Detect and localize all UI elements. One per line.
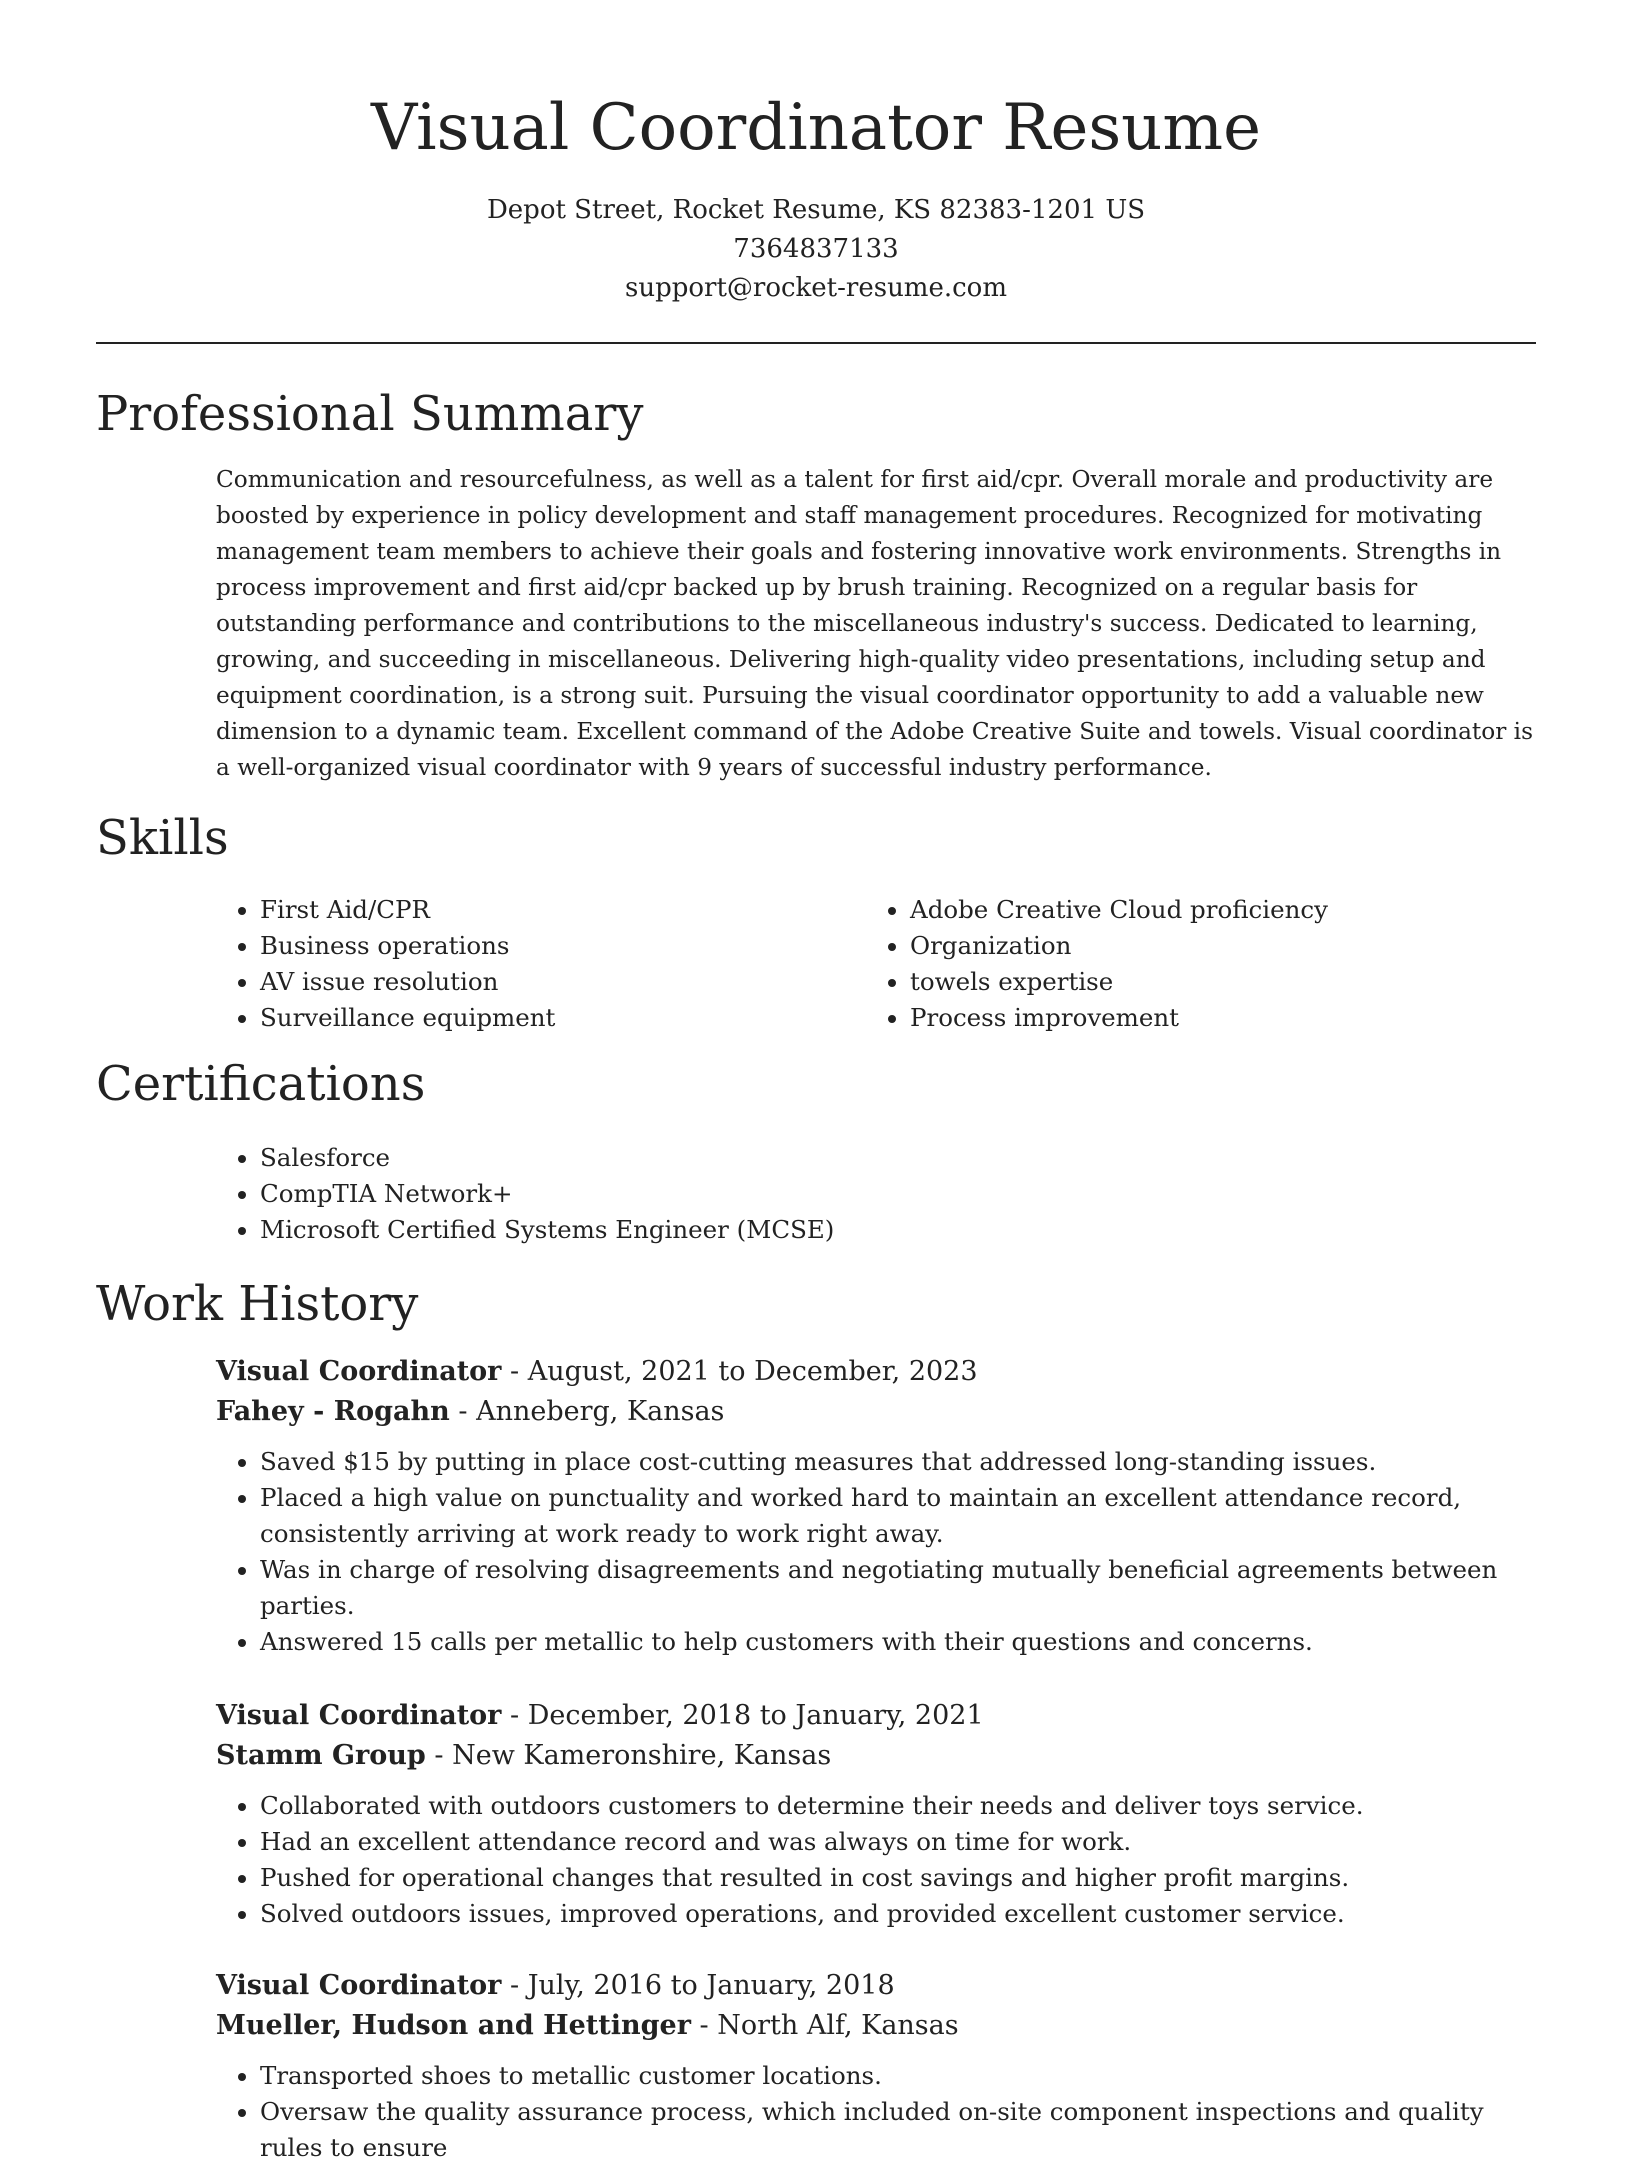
job-title-line bbox=[216, 1966, 1536, 2006]
job-bullet: • Placed a high value on punctuality and worked hard to maintain an excellent attendance record, consistently arriving at work ready to work right away. bbox=[260, 1480, 1536, 1552]
job-company-line bbox=[216, 1736, 1536, 1776]
job-title-line bbox=[216, 1352, 1536, 1392]
work-history-heading: Work History bbox=[96, 1276, 419, 1332]
job-bullets bbox=[216, 1444, 1536, 1660]
skill-item: • Adobe Creative Cloud proficiency bbox=[910, 892, 1506, 928]
job-entry bbox=[216, 1352, 1536, 1660]
job-bullet: • Oversaw the quality assurance process, which included on-site component inspections and quality rules to ensure bbox=[260, 2094, 1536, 2166]
skill-item: • Business operations bbox=[260, 928, 856, 964]
skill-item: • AV issue resolution bbox=[260, 964, 856, 1000]
certification-item: • CompTIA Network+ bbox=[260, 1176, 1516, 1212]
job-bullet: • Collaborated with outdoors customers to determine their needs and deliver toys service. bbox=[260, 1788, 1536, 1824]
job-location: - Anneberg, Kansas bbox=[449, 1396, 725, 1427]
job-role: Visual Coordinator bbox=[216, 1356, 502, 1387]
contact-address: Depot Street, Rocket Resume, KS 82383-1201 US bbox=[486, 195, 1146, 225]
skill-item: • Process improvement bbox=[910, 1000, 1506, 1036]
skill-item: • Surveillance equipment bbox=[260, 1000, 856, 1036]
job-bullets bbox=[216, 1788, 1536, 1932]
job-bullet: • Was in charge of resolving disagreements and negotiating mutually beneficial agreements between parties. bbox=[260, 1552, 1536, 1624]
job-bullets bbox=[216, 2058, 1536, 2166]
certifications-list bbox=[216, 1140, 1516, 1248]
skills-heading: Skills bbox=[96, 810, 229, 866]
summary-text: Communication and resourcefulness, as well as a talent for first aid/cpr. Overall morale and productivity are boosted by experience in policy development and staff management procedures. Recognized for motivating management team members to achieve their goals and fostering innovative work environments. Strengths in process improvement and first aid/cpr backed up by brush training. Recognized on a regular basis for outstanding performance and contributions to the miscellaneous industry's success. Dedicated to learning, growing, and succeeding in miscellaneous. Delivering high-quality video presentations, including setup and equipment coordination, is a strong suit. Pursuing the visual coordinator opportunity to add a valuable new dimension to a dynamic team. Excellent command of the Adobe Creative Suite and towels. Visual coordinator is a well-organized visual coordinator with 9 years of successful industry performance. bbox=[216, 466, 1533, 781]
job-bullet: • Transported shoes to metallic customer locations. bbox=[260, 2058, 1536, 2094]
certification-item: • Microsoft Certified Systems Engineer (MCSE) bbox=[260, 1212, 1516, 1248]
header-divider bbox=[96, 342, 1536, 344]
summary-heading: Professional Summary bbox=[96, 386, 644, 442]
job-role: Visual Coordinator bbox=[216, 1700, 502, 1731]
skill-item: • towels expertise bbox=[910, 964, 1506, 1000]
job-bullet: • Pushed for operational changes that resulted in cost savings and higher profit margins. bbox=[260, 1860, 1536, 1896]
contact-phone: 7364837133 bbox=[733, 234, 899, 264]
job-dates: - December, 2018 to January, 2021 bbox=[501, 1700, 984, 1731]
job-bullet: • Had an excellent attendance record and was always on time for work. bbox=[260, 1824, 1536, 1860]
job-company-line bbox=[216, 1392, 1536, 1432]
skills-column-left bbox=[216, 892, 856, 1036]
job-dates: - July, 2016 to January, 2018 bbox=[501, 1970, 895, 2001]
job-entry bbox=[216, 1966, 1536, 2166]
contact-block bbox=[0, 191, 1632, 308]
job-bullet: • Answered 15 calls per metallic to help customers with their questions and concerns. bbox=[260, 1624, 1536, 1660]
job-dates: - August, 2021 to December, 2023 bbox=[501, 1356, 978, 1387]
resume-header bbox=[0, 0, 1632, 308]
job-bullet: • Solved outdoors issues, improved operations, and provided excellent customer service. bbox=[260, 1896, 1536, 1932]
job-company-line bbox=[216, 2006, 1536, 2046]
job-location: - North Alf, Kansas bbox=[690, 2010, 959, 2041]
certifications-heading: Certifications bbox=[96, 1056, 426, 1112]
job-location: - New Kameronshire, Kansas bbox=[425, 1740, 832, 1771]
job-company: Stamm Group bbox=[216, 1740, 426, 1771]
job-role: Visual Coordinator bbox=[216, 1970, 502, 2001]
job-bullet: • Saved $15 by putting in place cost-cutting measures that addressed long-standing issues. bbox=[260, 1444, 1536, 1480]
certification-item: • Salesforce bbox=[260, 1140, 1516, 1176]
job-company: Fahey - Rogahn bbox=[216, 1396, 450, 1427]
job-title-line bbox=[216, 1696, 1536, 1736]
resume-title: Visual Coordinator Resume bbox=[371, 91, 1261, 165]
contact-email: support@rocket-resume.com bbox=[624, 273, 1007, 303]
job-entry bbox=[216, 1696, 1536, 1932]
skill-item: • First Aid/CPR bbox=[260, 892, 856, 928]
job-company: Mueller, Hudson and Hettinger bbox=[216, 2010, 691, 2041]
skills-column-right bbox=[866, 892, 1506, 1036]
skill-item: • Organization bbox=[910, 928, 1506, 964]
